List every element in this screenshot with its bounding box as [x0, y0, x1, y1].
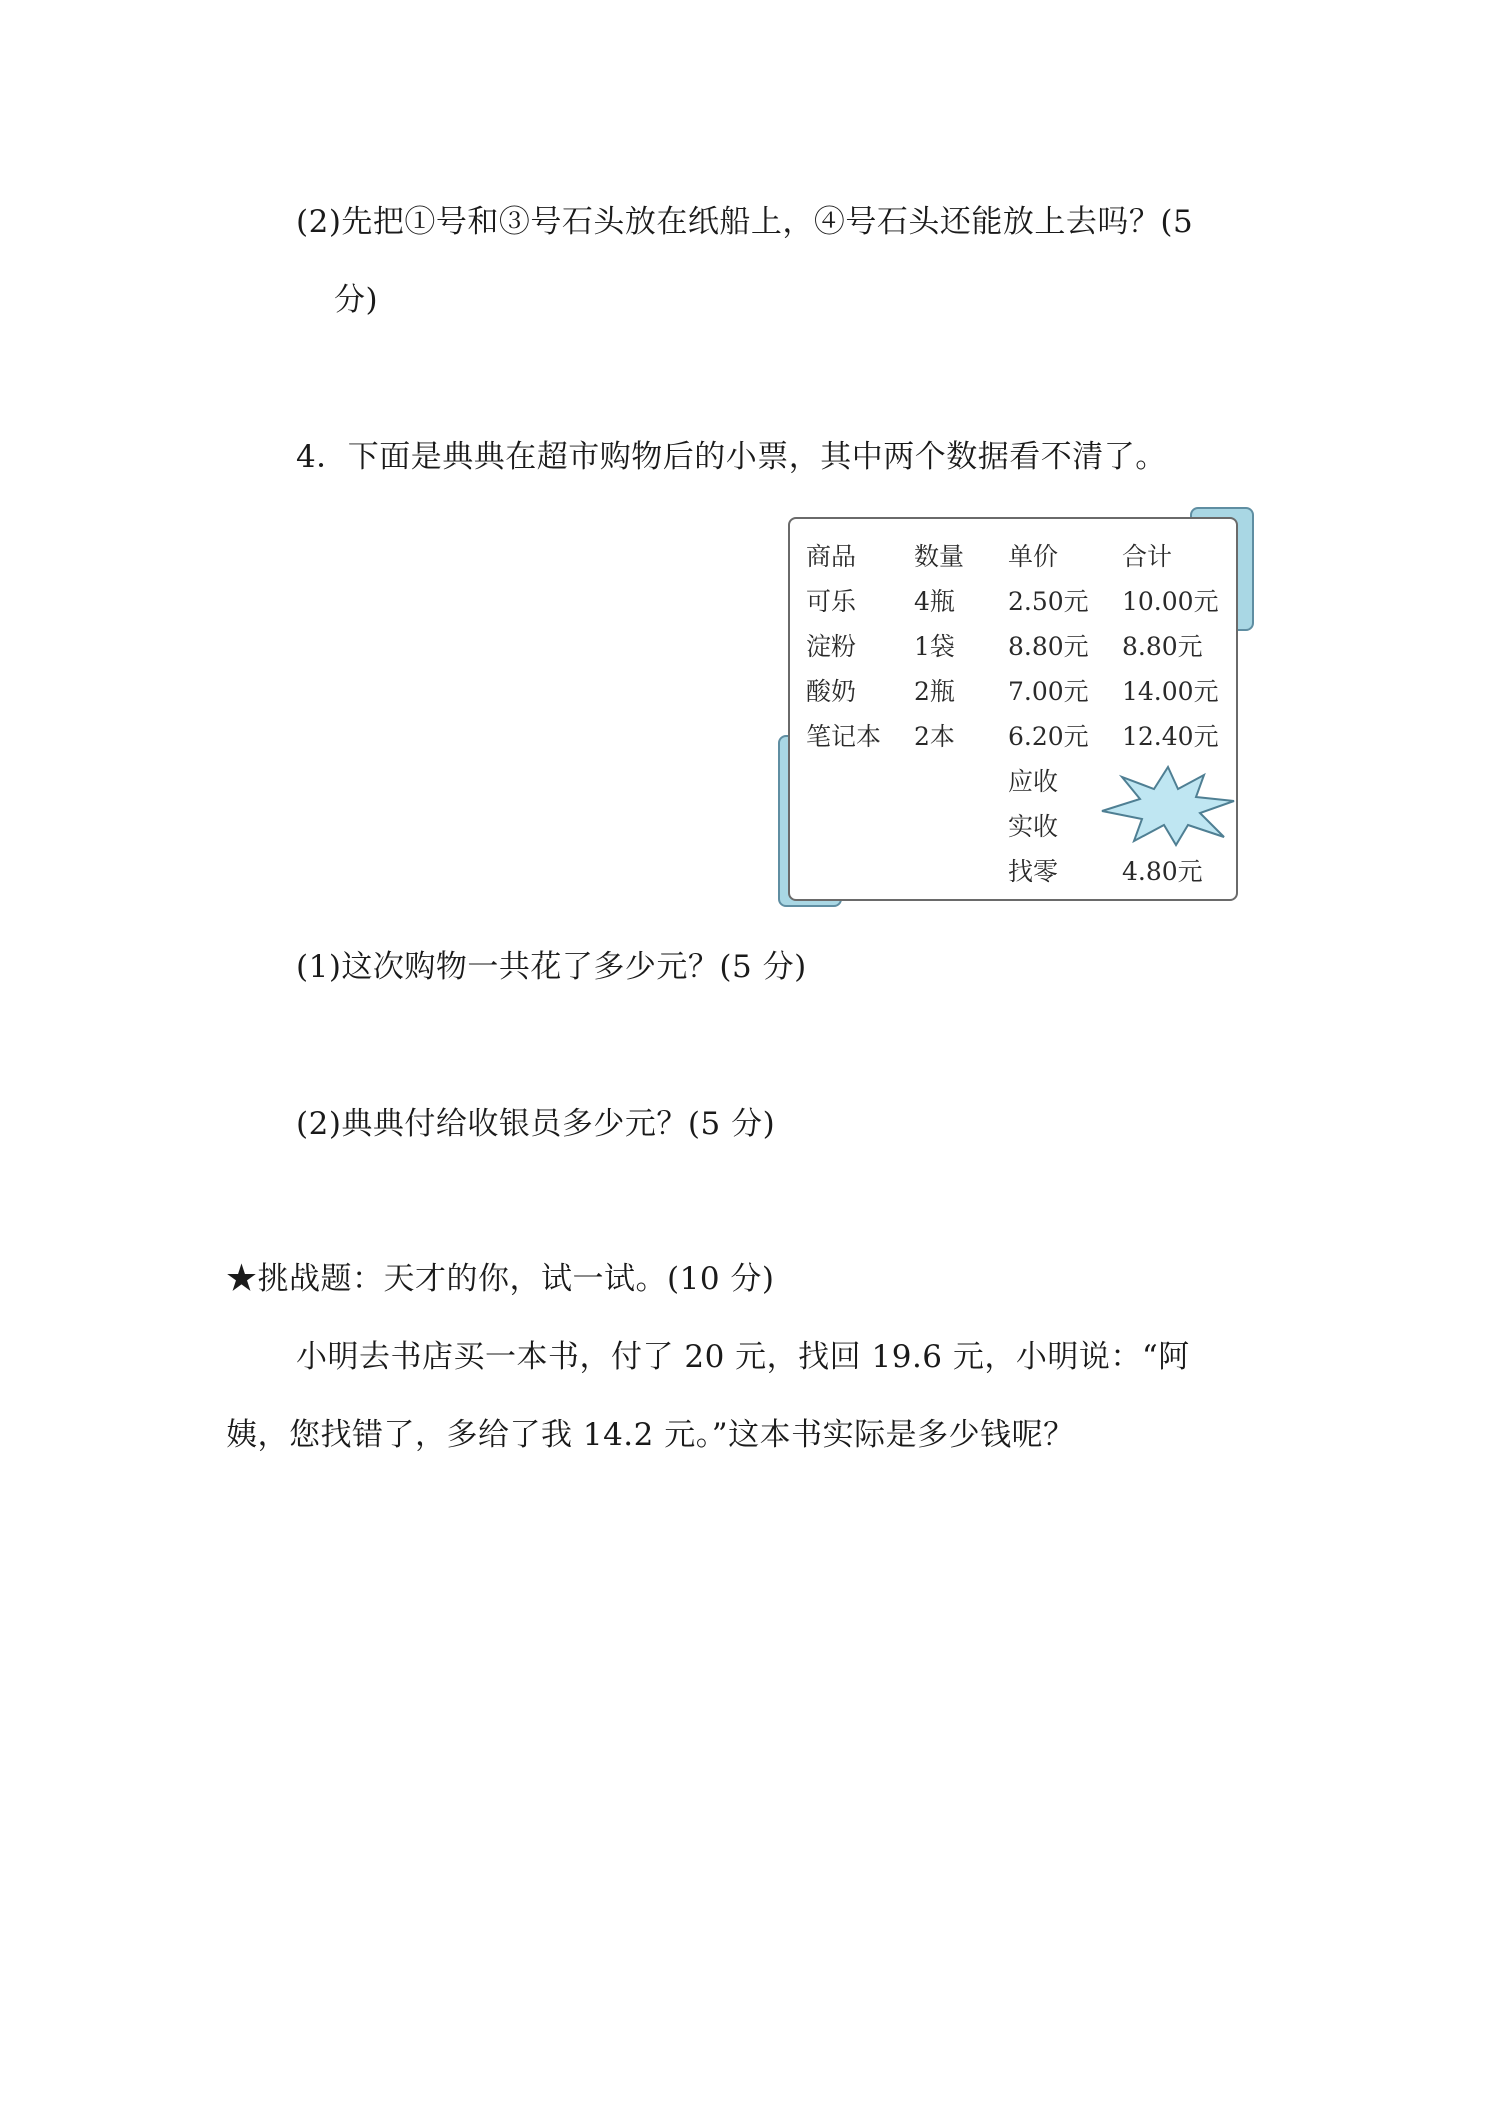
q3-sub2-line1: (2)先把①号和③号石头放在纸船上，④号石头还能放上去吗？(5 — [296, 204, 1194, 240]
header-quantity: 数量 — [914, 542, 965, 571]
row-total: 8.80元 — [1122, 632, 1203, 661]
obscured-data-burst-icon — [1100, 765, 1236, 847]
row-total: 12.40元 — [1122, 722, 1219, 751]
receipt-card — [788, 517, 1238, 901]
q4-stem: 4．下面是典典在超市购物后的小票，其中两个数据看不清了。 — [296, 439, 1167, 475]
header-unit-price: 单价 — [1008, 542, 1059, 571]
row-item: 淀粉 — [806, 632, 857, 661]
challenge-title: ★挑战题：天才的你，试一试。(10 分) — [226, 1261, 775, 1297]
challenge-line1: 小明去书店买一本书，付了 20 元，找回 19.6 元，小明说：“阿 — [296, 1339, 1190, 1375]
row-quantity: 2瓶 — [914, 677, 955, 706]
header-total: 合计 — [1122, 542, 1173, 571]
row-unit-price: 6.20元 — [1008, 722, 1089, 751]
row-quantity: 2本 — [914, 722, 955, 751]
row-item: 酸奶 — [806, 677, 857, 706]
row-quantity: 1袋 — [914, 632, 955, 661]
row-item: 可乐 — [806, 587, 857, 616]
received-label: 实收 — [1008, 812, 1059, 841]
q3-sub2-line2: 分) — [334, 282, 379, 318]
row-unit-price: 7.00元 — [1008, 677, 1089, 706]
change-value: 4.80元 — [1122, 857, 1203, 886]
header-item: 商品 — [806, 542, 857, 571]
q4-sub2: (2)典典付给收银员多少元？(5 分) — [296, 1106, 776, 1142]
row-total: 14.00元 — [1122, 677, 1219, 706]
row-unit-price: 2.50元 — [1008, 587, 1089, 616]
q4-sub1: (1)这次购物一共花了多少元？(5 分) — [296, 949, 807, 985]
row-total: 10.00元 — [1122, 587, 1219, 616]
row-unit-price: 8.80元 — [1008, 632, 1089, 661]
change-label: 找零 — [1008, 857, 1059, 886]
challenge-line2: 姨，您找错了，多给了我 14.2 元。”这本书实际是多少钱呢？ — [226, 1417, 1075, 1453]
receivable-label: 应收 — [1008, 767, 1059, 796]
receipt-illustration — [778, 507, 1274, 909]
row-item: 笔记本 — [806, 722, 882, 751]
row-quantity: 4瓶 — [914, 587, 955, 616]
